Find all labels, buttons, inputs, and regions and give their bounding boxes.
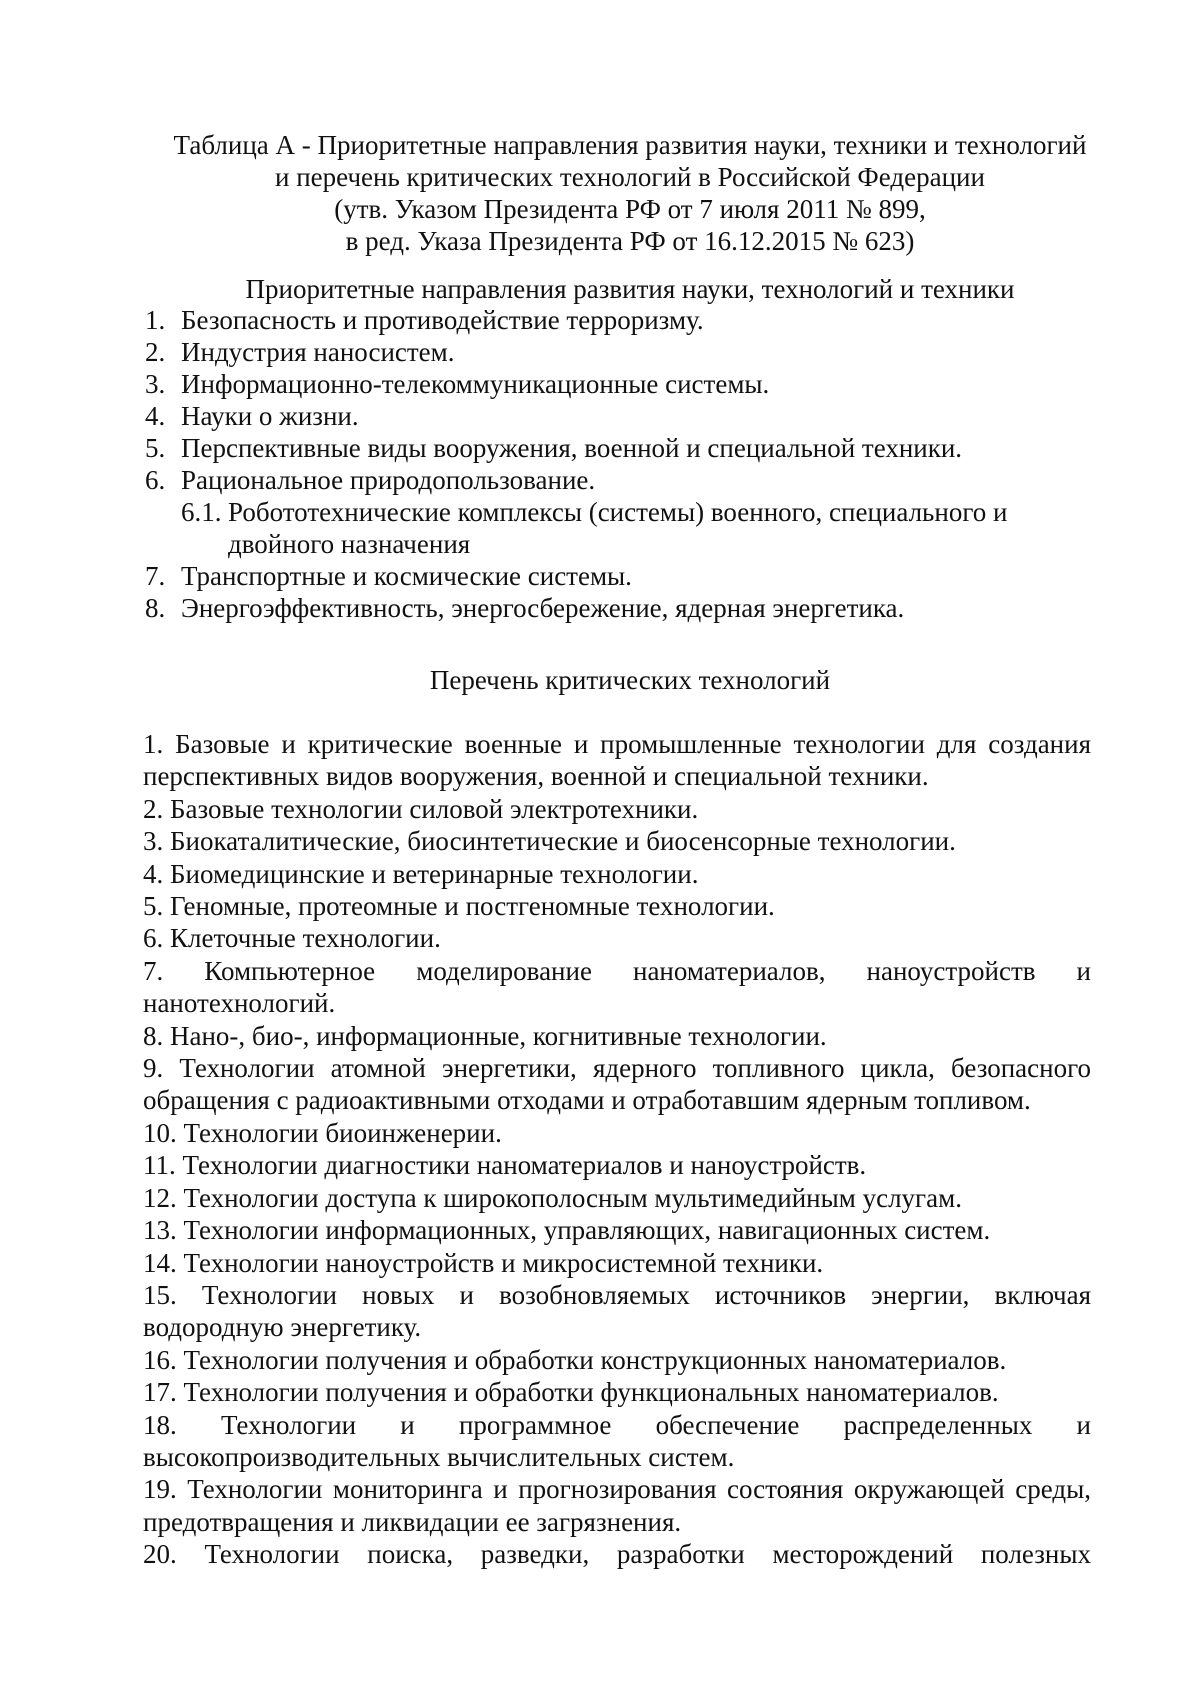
list-item-number: 6. xyxy=(145,465,166,495)
list-item-number: 8. xyxy=(145,593,166,623)
list-item-text: Информационно-телекоммуникационные системы. xyxy=(181,369,770,399)
list-item-text: Индустрия наносистем. xyxy=(181,337,455,367)
list-item: 19. Технологии мониторинга и прогнозирования состояния окружающей среды, предотвращения и ликвидации ее загрязнения. xyxy=(143,1474,1091,1537)
list-item xyxy=(145,560,1075,592)
list-item-text: Энергоэффективность, энергосбережение, ядерная энергетика. xyxy=(181,593,905,623)
list-item xyxy=(145,464,1075,496)
list-item: 5. Геномные, протеомные и постгеномные технологии. xyxy=(143,891,775,922)
list-item: 16. Технологии получения и обработки конструкционных наноматериалов. xyxy=(143,1344,1007,1375)
list-item: 2. Базовые технологии силовой электротехники. xyxy=(143,793,699,824)
priorities-list xyxy=(145,304,1075,624)
title-line-4: в ред. Указа Президента РФ от 16.12.2015 № 623) xyxy=(345,226,915,256)
list-item: 12. Технологии доступа к широкополосным мультимедийным услугам. xyxy=(143,1182,962,1213)
list-item-number: 1. xyxy=(145,305,166,335)
list-item xyxy=(145,368,1075,400)
list-item-number: 2. xyxy=(145,337,166,367)
critical-technologies-heading: Перечень критических технологий xyxy=(429,665,831,695)
list-item-number: 4. xyxy=(145,401,166,431)
list-item-text: Науки о жизни. xyxy=(181,401,359,431)
list-item: 7. Компьютерное моделирование наноматериалов, наноустройств и нанотехнологий. xyxy=(143,955,1091,1019)
list-item: 8. Нано-, био-, информационные, когнитивные технологии. xyxy=(143,1020,827,1051)
document-title xyxy=(130,129,1130,257)
list-item-text: Безопасность и противодействие терроризму. xyxy=(181,305,704,335)
list-item: 20. Технологии поиска, разведки, разработки месторождений полезных xyxy=(143,1539,1091,1570)
priorities-heading: Приоритетные направления развития науки, технологий и техники xyxy=(245,274,1015,304)
list-item: 6. Клеточные технологии. xyxy=(143,923,441,954)
list-item: 15. Технологии новых и возобновляемых источников энергии, включая водородную энергетику. xyxy=(143,1279,1091,1343)
list-item xyxy=(145,304,1075,336)
list-item xyxy=(145,400,1075,432)
list-item-number: 6.1. xyxy=(181,497,222,527)
list-item: 1. Базовые и критические военные и промышленные технологии для создания перспективных видов вооружения, военной и специальной техники. xyxy=(143,729,1091,792)
list-sub-item xyxy=(145,496,1075,560)
list-item: 18. Технологии и программное обеспечение распределенных и высокопроизводительных вычислительных систем. xyxy=(143,1409,1091,1472)
list-item-text: Рациональное природопользование. xyxy=(181,465,596,495)
list-item xyxy=(145,432,1075,464)
list-item: 3. Биокаталитические, биосинтетические и биосенсорные технологии. xyxy=(143,826,956,857)
list-item-text-line-1: Робототехнические комплексы (системы) военного, специального и xyxy=(228,497,1008,527)
list-item-text: Транспортные и космические системы. xyxy=(181,561,632,591)
title-line-3: (утв. Указом Президента РФ от 7 июля 2011 № 899, xyxy=(334,194,926,224)
list-item-text-line-2: двойного назначения xyxy=(228,529,471,559)
list-item-number: 5. xyxy=(145,433,166,463)
list-item xyxy=(145,336,1075,368)
list-item: 13. Технологии информационных, управляющих, навигационных систем. xyxy=(143,1215,991,1246)
list-item: 4. Биомедицинские и ветеринарные технологии. xyxy=(143,858,699,889)
list-item: 14. Технологии наноустройств и микросистемной техники. xyxy=(143,1247,824,1278)
title-line-1: Таблица А - Приоритетные направления развития науки, техники и технологий xyxy=(173,130,1087,160)
list-item-text: Перспективные виды вооружения, военной и специальной техники. xyxy=(181,433,963,463)
title-line-2: и перечень критических технологий в Российской Федерации xyxy=(275,162,985,192)
critical-technologies-list xyxy=(143,728,1091,1571)
list-item xyxy=(145,592,1075,624)
list-item: 9. Технологии атомной энергетики, ядерного топливного цикла, безопасного обращения с радиоактивными отходами и отработавшим ядерным топливом. xyxy=(143,1053,1091,1116)
list-item-number: 3. xyxy=(145,369,166,399)
list-item: 11. Технологии диагностики наноматериалов и наноустройств. xyxy=(143,1150,867,1181)
list-item: 10. Технологии биоинженерии. xyxy=(143,1117,502,1148)
list-item: 17. Технологии получения и обработки функциональных наноматериалов. xyxy=(143,1377,999,1408)
list-item-number: 7. xyxy=(145,561,166,591)
